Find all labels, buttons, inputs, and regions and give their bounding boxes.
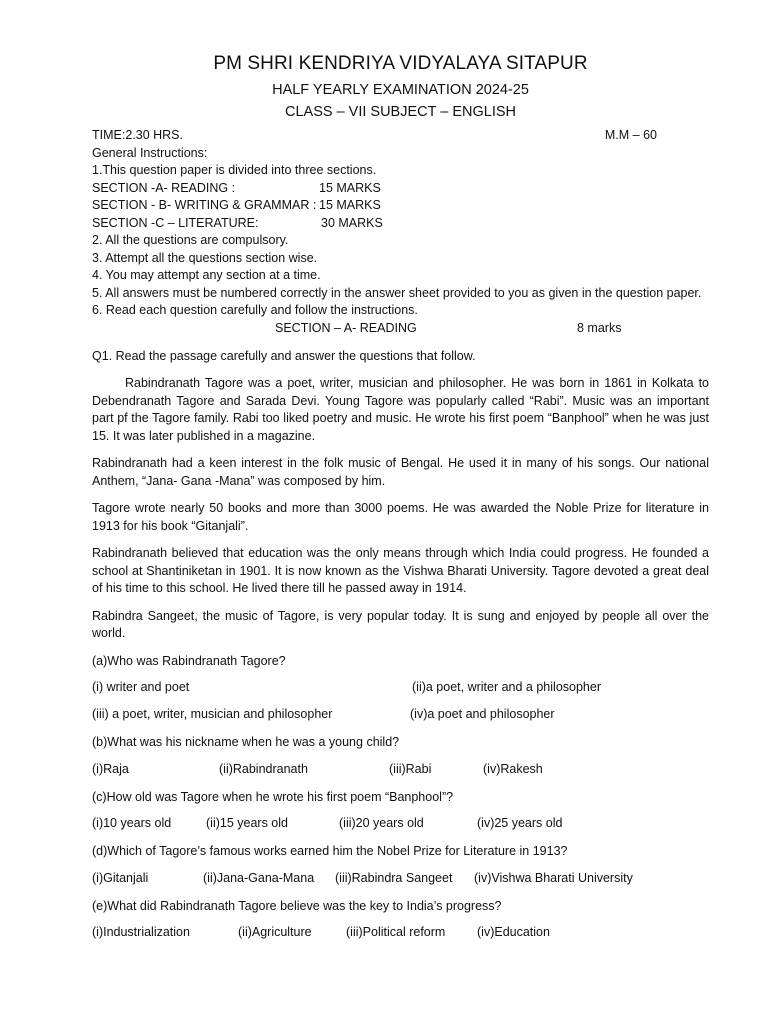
question-b-options (92, 761, 709, 779)
time-marks-row (92, 127, 709, 145)
option-a-i: (i) writer and poet (92, 680, 190, 694)
section-c-marks-row (92, 215, 709, 233)
option-e-iv: (iv)Education (477, 925, 550, 939)
section-b-marks-row (92, 197, 709, 215)
section-a-title: SECTION – A- READING (275, 320, 417, 335)
option-a-iii: (iii) a poet, writer, musician and philosopher (92, 707, 333, 721)
time-allowed: TIME:2.30 HRS. (92, 128, 183, 142)
option-b-ii: (ii)Rabindranath (219, 761, 308, 776)
section-a-heading (92, 320, 709, 338)
instructions-heading: General Instructions: (92, 145, 208, 160)
question-a-options-row-1 (92, 679, 709, 697)
school-name: PM SHRI KENDRIYA VIDYALAYA SITAPUR (213, 53, 588, 74)
option-d-i: (i)Gitanjali (92, 870, 149, 885)
section-c-name: SECTION -C – LITERATURE: (92, 215, 259, 230)
option-a-ii: (ii)a poet, writer and a philosopher (412, 680, 601, 694)
option-d-ii: (ii)Jana-Gana-Mana (203, 870, 315, 885)
option-e-iii: (iii)Political reform (346, 925, 446, 939)
section-a-heading-marks: 8 marks (577, 320, 622, 335)
exam-title: HALF YEARLY EXAMINATION 2024-25 (272, 82, 529, 98)
section-b-marks: 15 MARKS (319, 198, 381, 212)
question-d-options (92, 870, 709, 888)
option-c-iv: (iv)25 years old (477, 816, 563, 830)
class-subject: CLASS – VII SUBJECT – ENGLISH (284, 104, 516, 120)
instruction-4: 4. You may attempt any section at a time. (92, 268, 321, 282)
question-c-options (92, 815, 709, 833)
section-a-marks: 15 MARKS (319, 180, 381, 195)
option-c-i: (i)10 years old (92, 816, 172, 830)
question-d: (d)Which of Tagore’s famous works earned him the Nobel Prize for Literature in 1913? (92, 844, 568, 858)
passage-paragraph-5: Rabindra Sangeet, the music of Tagore, is very popular today. It is sung and enjoyed by people all over the world. (92, 608, 709, 640)
section-b-name: SECTION - B- WRITING & GRAMMAR : (92, 198, 317, 212)
instruction-1: 1.This question paper is divided into three sections. (92, 163, 377, 177)
question-a-options-row-2 (92, 706, 709, 724)
instruction-2: 2. All the questions are compulsory. (92, 233, 289, 247)
passage-paragraph-3: Tagore wrote nearly 50 books and more than 3000 poems. He was awarded the Noble Prize for literature in 1913 for his book “Gitanjali”. (92, 501, 709, 533)
section-c-marks: 30 MARKS (321, 215, 383, 230)
option-d-iv: (iv)Vishwa Bharati University (474, 870, 633, 885)
option-e-i: (i)Industrialization (92, 925, 190, 939)
section-a-name: SECTION -A- READING : (92, 180, 236, 195)
passage-paragraph-1: Rabindranath Tagore was a poet, writer, musician and philosopher. He was born in 1861 in Kolkata to Debendranath Tagore and Sarada Devi. Young Tagore was popularly called “Rabi”. Music was an important part pf the Tagore family. Rabi too liked poetry and music. He wrote his first poem “Banphool” when he was just 15. It was later published in a magazine. (92, 376, 709, 443)
option-e-ii: (ii)Agriculture (238, 925, 312, 939)
instruction-5: 5. All answers must be numbered correctly in the answer sheet provided to you as given in the question paper. (92, 285, 702, 300)
passage-paragraph-4: Rabindranath believed that education was the only means through which India could progress. He founded a school at Shantiniketan in 1901. It is now known as the Vishwa Bharati University. Tagore devoted a great deal of his time to this school. He lived there till he passed away in 1914. (92, 546, 709, 595)
passage-paragraph-2: Rabindranath had a keen interest in the folk music of Bengal. He used it in many of his songs. Our national Anthem, “Jana- Gana -Mana” was composed by him. (92, 456, 709, 488)
option-a-iv: (iv)a poet and philosopher (410, 707, 555, 721)
section-a-marks-row (92, 180, 709, 198)
question-b: (b)What was his nickname when he was a young child? (92, 735, 400, 749)
option-b-iii: (iii)Rabi (389, 761, 432, 776)
option-c-ii: (ii)15 years old (206, 816, 288, 830)
question-c: (c)How old was Tagore when he wrote his first poem “Banphool”? (92, 789, 454, 804)
option-b-i: (i)Raja (92, 761, 129, 776)
max-marks: M.M – 60 (604, 128, 657, 142)
instruction-6: 6. Read each question carefully and follow the instructions. (92, 303, 418, 317)
question-a: (a)Who was Rabindranath Tagore? (92, 653, 286, 668)
question-e-options (92, 924, 709, 942)
instruction-3: 3. Attempt all the questions section wise. (92, 250, 318, 265)
option-b-iv: (iv)Rakesh (483, 761, 543, 776)
option-d-iii: (iii)Rabindra Sangeet (335, 870, 453, 885)
q1-prompt: Q1. Read the passage carefully and answer the questions that follow. (92, 348, 476, 363)
exam-page (92, 52, 709, 942)
option-c-iii: (iii)20 years old (339, 816, 424, 830)
question-e: (e)What did Rabindranath Tagore believe was the key to India’s progress? (92, 898, 502, 913)
